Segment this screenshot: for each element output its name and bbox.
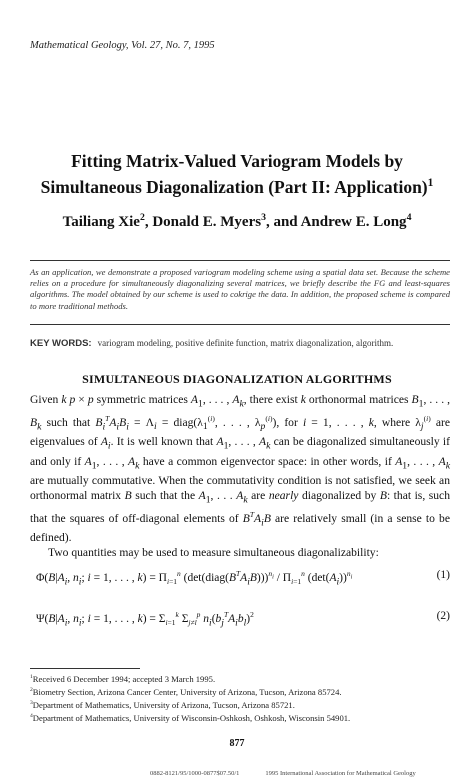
body-text (30, 393, 450, 561)
title-line-1: Fitting Matrix-Valued Variogram Models by (71, 151, 403, 171)
keywords-text: variogram modeling, positive definite function, matrix diagonalization, algorithm. (97, 338, 394, 348)
title-footnote-mark: 1 (427, 177, 434, 189)
keywords (30, 338, 450, 349)
author-footnote-mark: 2 (139, 212, 145, 223)
equation-1-number: (1) (436, 569, 450, 581)
footnote-text: Received 6 December 1994; accepted 3 March 1995. (32, 673, 216, 684)
author-list: Tailiang Xie$^2$, Donald E. Myers$^3$, and Andrew E. Long$^4$ (62, 212, 412, 230)
paper-title (20, 150, 454, 198)
footnote (30, 672, 450, 685)
title-line-2-text: Simultaneous Diagonalization (Part II: Application) (40, 176, 428, 197)
paragraph-2: Two quantities may be used to measure simultaneous diagonalizability: (48, 545, 379, 559)
journal-header: Mathematical Geology, Vol. 27, No. 7, 1995 (30, 40, 215, 51)
footnote (30, 711, 450, 724)
footnote-mark: 2 (30, 687, 33, 694)
footnote-mark: 4 (30, 713, 33, 720)
footnotes (30, 672, 450, 724)
footnote-text: Department of Mathematics, University of Wisconsin-Oshkosh, Oshkosh, Wisconsin 54901. (32, 713, 351, 724)
page-number: 877 (229, 738, 245, 749)
section-heading: SIMULTANEOUS DIAGONALIZATION ALGORITHMS (82, 372, 392, 386)
author-name: Andrew E. Long (300, 214, 407, 230)
equation-2-expression: $\Psi(B|A_i$, $n_i$; i = 1, . . . , $k) = \Sigma_{i=1}^k$ $\Sigma_{j\ne l}^p$ $n_i(b_j^TA_ib_l)^2$ (36, 610, 254, 629)
abstract: As an application, we demonstrate a proposed variogram modeling scheme using a spatial data set. Because the scheme relies on a procedure for simultaneously diagonalizing several matrices, we briefly describe the FG and least-squares algorithms. The model obtained by our scheme is used to cokrige the data. In addition, the proposed scheme is compared to more traditional methods. (30, 267, 450, 311)
author-footnote-mark: 3 (261, 212, 266, 223)
paragraph-1: Given k p × p symmetric matrices $A_1$, . . . , $A_k$, there exist k orthonormal matrices $B_1$, . . . , $B_k$ such that $B_i^TA_iB_i = \Lambda_i$ = $diag(\lambda_1^{(i)}$, . . . , $\lambda_p^{(i)}$), for i = 1, . . . , k, where $\lambda_j^{(i)}$ are eigenvalues of $A_i$. It is well known that $A_1$, . . . , $A_k$ can be diagonalized simultaneously if and only if $A_1$, . . . , $A_k$ have a common eigenvector space: in other words, if $A_1$, . . . , $A_k$ are mutually commutative. When the commutativity condition is not satisfied, we seek an orthonormal matrix B such that the $A_1$, . . . $A_k$ are nearly diagonalized by B: that is, such that the squares of off-diagonal elements of $B^TA_iB$ are relatively small (in a sense to be defined). (30, 393, 451, 544)
author-name: Donald E. Myers (152, 214, 262, 230)
publisher-line (150, 770, 470, 777)
author-name: Tailiang Xie (62, 214, 140, 230)
footnote-mark: 3 (30, 700, 33, 707)
article-identifier: 0882-8121/95/1000-0877$07.50/1 (150, 770, 240, 777)
equation-1-expression: $\Phi(B|A_i$, $n_i$; i = 1, . . . , $k) = \Pi_{i=1}^n$ $(\det(diag(B^TA_iB)))^{n_i} / \Pi_{i=1}^n$ $(\det(A_i))^{n_i}$ (36, 569, 353, 588)
title-line-2 (20, 172, 454, 198)
keywords-label: KEY WORDS: (30, 338, 92, 349)
footnote-text: Department of Mathematics, University of Arizona, Tucson, Arizona 85721. (32, 699, 295, 710)
abstract-top-rule (30, 260, 450, 261)
footnote (30, 698, 450, 711)
footnote-mark: 1 (30, 674, 33, 680)
footnote (30, 685, 450, 698)
footnote-text: Biometry Section, Arizona Cancer Center, University of Arizona, Tucson, Arizona 85724. (32, 686, 342, 697)
footnote-rule (30, 668, 140, 669)
author-footnote-mark: 4 (406, 212, 412, 223)
equation-2-number: (2) (436, 610, 450, 622)
copyright-notice: 1995 International Association for Mathematical Geology (265, 770, 416, 777)
abstract-bottom-rule (30, 324, 450, 325)
